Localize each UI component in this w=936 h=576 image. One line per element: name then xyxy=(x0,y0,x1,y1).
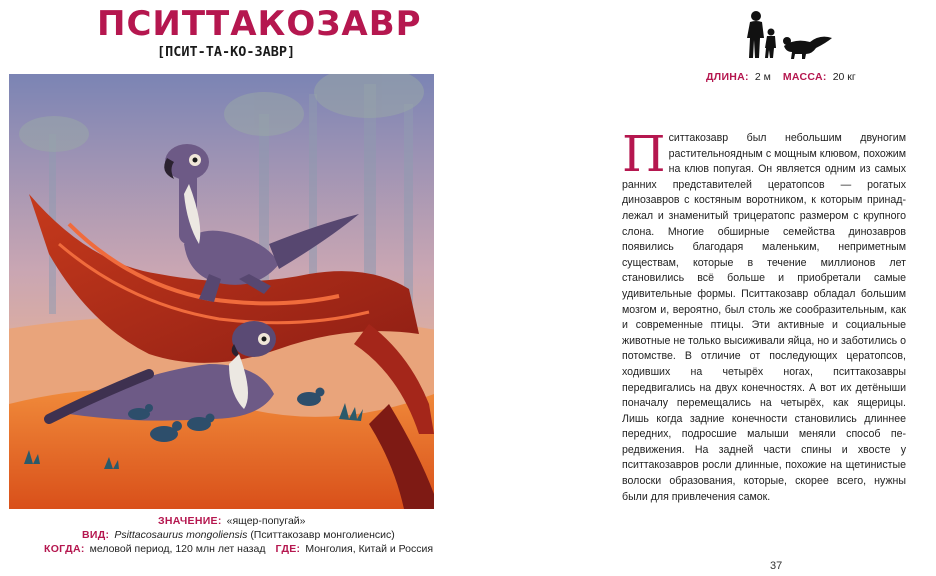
meaning-line xyxy=(0,514,440,528)
body-paragraph xyxy=(622,125,906,505)
child-silhouette-icon xyxy=(765,29,776,59)
when-value: меловой период, 120 млн лет назад xyxy=(89,543,266,555)
page-number: 37 xyxy=(770,560,783,572)
dinosaur-silhouette-icon xyxy=(783,37,832,59)
size-comparison xyxy=(740,10,840,60)
human-silhouette-icon xyxy=(747,11,764,58)
where-value: Монголия, Китай и Россия xyxy=(305,543,434,555)
drop-cap: П xyxy=(622,125,666,183)
species-line xyxy=(0,528,440,542)
size-measures xyxy=(706,71,856,83)
page-title: ПСИТТАКОЗАВР xyxy=(97,4,422,44)
mass-label: МАССА: xyxy=(782,71,827,83)
species-common-name: (Пситтакозавр монголиенсис) xyxy=(250,529,395,541)
dinosaur-illustration xyxy=(9,74,434,509)
species-latin-name: Psittacosaurus mongoliensis xyxy=(114,529,248,541)
meaning-value: «ящер-попугай» xyxy=(226,515,306,527)
when-where-line xyxy=(0,542,440,556)
species-caption xyxy=(0,514,440,556)
length-value: 2 м xyxy=(754,71,771,83)
meaning-label: ЗНАЧЕНИЕ: xyxy=(158,515,222,527)
mass-value: 20 кг xyxy=(832,71,856,83)
where-label: ГДЕ: xyxy=(275,543,301,555)
body-text: ситтакозавр был небольшим двуногим растительноядным с мощным клювом, похожим на клюв попугая. Он является одним из самых ранних представителей цератопсов — рогатых динозавров с костяным воротником, к которым принадлежал и знаменитый трицератопс размером с крупного слона. Многие обширные семейства динозавров появились благодаря маленьким, неприметным существам, которые в течение миллионов лет становились всё больше и приобретали самые удивительные формы. Пситтакозавр обладал большим мозгом и, вероятно, был столь же сообразительным, как и современные птицы. Эти активные и социальные животные не только высиживали яйца, но и заботились о потомстве. В отличие от последующих цератопсов, ходивших на четырёх ногах, пситтакозавры передвигались на двух конечностях. А вот их детёныши поначалу перемещались на четырёх, как ящерицы. Лишь когда задние конечности становились длиннее передних, подросшие малыши меняли способ передвижения. На задней части спины и хвосте у пситтакозавров росли длинные, похожие на щетинистые волоски образования, которые, скорее всего, нужны были для привлечения самок. xyxy=(622,132,906,503)
when-label: КОГДА: xyxy=(44,543,85,555)
pronunciation: [ПСИТ-ТА-КО-ЗАВР] xyxy=(157,44,296,60)
species-label: ВИД: xyxy=(82,529,110,541)
length-label: ДЛИНА: xyxy=(706,71,749,83)
